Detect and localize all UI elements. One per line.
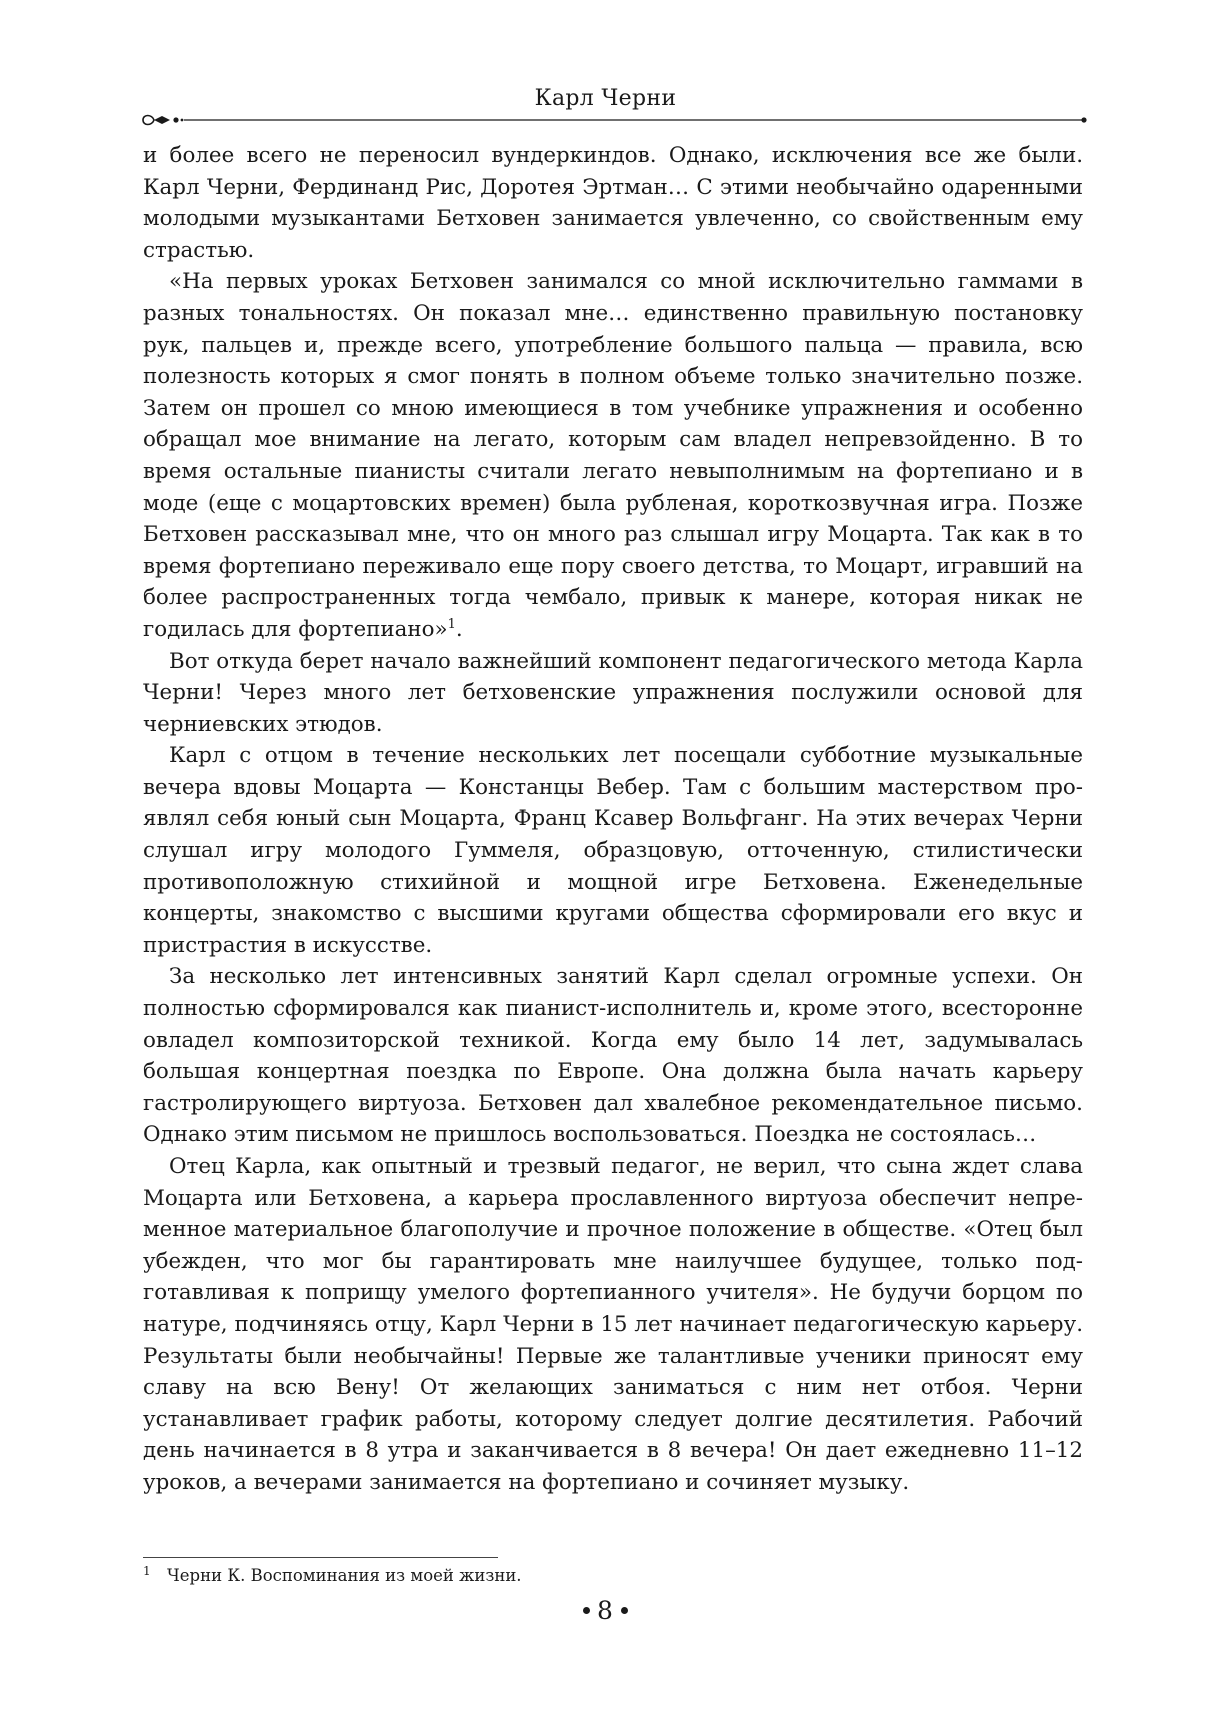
header-ornament-rule	[140, 112, 1088, 132]
main-text	[143, 140, 1083, 1499]
paragraph-6: Отец Карла, как опытный и трезвый педагог, не верил, что сына ждет слава Моцарта или Бетховена, а карьера прославленного виртуоза обеспечит непременное материальное благополучие и прочное положение в обществе. «Отец был убежден, что мог бы гарантировать мне наилучшее будущее, только подготавливая к поприщу умелого фортепианного учителя». Не будучи борцом по натуре, подчиняясь отцу, Карл Черни в 15 лет начинает педагогическую карьеру. Результаты были необычайны! Первые же талантливые ученики приносят ему славу на всю Вену! От желающих заниматься с ним нет отбоя. Черни устанавливает график работы, которому следует долгие десятилетия. Рабочий день начинается в 8 утра и заканчивается в 8 вечера! Он дает ежедневно 11–12 уроков, а вечерами занимается на фортепиано и сочиняет музыку.	[143, 1154, 1083, 1495]
footnote-divider	[143, 1557, 498, 1558]
running-header: Карл Черни	[534, 86, 677, 111]
page-number-right-dot-icon	[621, 1607, 628, 1614]
paragraph-5: За несколько лет интенсивных занятий Карл сделал огромные успехи. Он полностью сформировался как пианист-исполнитель и, кроме этого, всесторонне овладел композиторской техникой. Когда ему было 14 лет, задумывалась большая концертная поездка по Европе. Она должна была начать карьеру гастролирующего виртуоза. Бетховен дал хвалебное рекомендательное письмо. Однако этим письмом не пришлось воспользоваться. Поездка не состоялась…	[143, 964, 1083, 1148]
footnote-text: Черни К. Воспоминания из моей жизни.	[167, 1566, 522, 1585]
footnote-reference: 1	[447, 616, 456, 632]
paragraph-4: Карл с отцом в течение нескольких лет посещали субботние музыкальные вечера вдовы Моцарта — Констанцы Вебер. Там с большим мастерством проявлял себя юный сын Моцарта, Франц Ксавер Вольфганг. На этих вечерах Черни слушал игру молодого Гуммеля, образцовую, отточенную, стилистически противоположную стихийной и мощной игре Бетховена. Еженедельные концерты, знакомство с высшими кругами общества сформировали его вкус и пристрастия в искусстве.	[143, 743, 1083, 958]
paragraph-3: Вот откуда берет начало важнейший компонент педагогического метода Карла Черни! Через много лет бетховенские упражнения послужили основой для черниевских этюдов.	[143, 648, 1083, 737]
paragraph-2-text: «На первых уроках Бетховен занимался со мной исключительно гаммами в разных тональностях. Он показал мне… единственно правильную постановку рук, пальцев и, прежде всего, употребление большого пальца — правила, всю полезность которых я смог понять в полном объеме только значительно позже. Затем он прошел со мною имеющиеся в том учебнике упражнения и особенно обращал мое внимание на легато, которым сам владел непревзойденно. В то время остальные пианисты считали легато невыполнимым на фортепиано и в моде (еще с моцартовских времен) была рубленая, короткозвучная игра. Позже Бетховен рассказывал мне, что он много раз слышал игру Моцарта. Так как в то время фортепиано переживало еще пору своего детства, то Моцарт, игравший на более распространенных тогда чембало, привык к манере, которая никак не годилась для фортепиано»	[143, 269, 1083, 642]
paragraph-1: и более всего не переносил вундеркиндов. Однако, исключения все же были. Карл Черни, Фердинанд Рис, Доротея Эртман… С этими необычайно одаренными молодыми музыкантами Бетховен занимается увлеченно, со свойственным ему страстью.	[143, 143, 1083, 263]
flourish-icon	[143, 116, 183, 125]
page-number-value: 8	[597, 1596, 614, 1625]
paragraph-2: «На первых уроках Бетховен занимался со мной исключительно гаммами в разных тональностях. Он показал мне… единственно правильную постановку рук, пальцев и, прежде всего, употребление большого пальца — правила, всю полезность которых я смог понять в полном объеме только значительно позже. Затем он прошел со мною имеющиеся в том учебнике упражнения и особенно обращал мое внимание на легато, которым сам владел непревзойденно. В то время остальные пианисты считали легато невыполнимым на фортепиано и в моде (еще с моцартовских времен) была рубленая, короткозвучная игра. Позже Бетховен рассказывал мне, что он много раз слышал игру Моцарта. Так как в то время фортепиано переживало еще пору своего детства, то Моцарт, игравший на более распространенных тогда чембало, привык к манере, которая никак не годилась для фортепиано»$^1$.	[143, 269, 1083, 642]
page-number	[0, 1596, 1211, 1625]
footnote: 1 Черни К. Воспоминания из моей жизни.	[143, 1563, 522, 1585]
page-number-left-dot-icon	[583, 1607, 590, 1614]
rule-end-dot-icon	[1081, 117, 1086, 122]
